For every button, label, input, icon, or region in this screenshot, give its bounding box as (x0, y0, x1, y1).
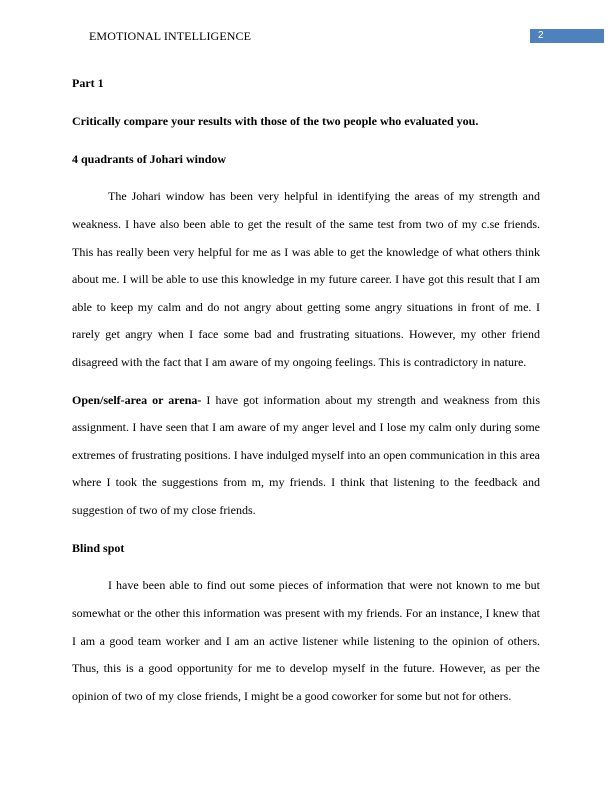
paragraph-blind-spot: I have been able to find out some pieces of information that were not known to me but somewhat or the other this information was present with my friends. For an instance, I knew that I am a good team worker and I am an active listener while listening to the opinion of others. Thus, this is a good opportunity for me to develop myself in the future. However, as per the opinion of two of my close friends, I might be a good coworker for some but not for others. (72, 578, 540, 703)
paragraph-open-area (72, 387, 540, 525)
part-heading: Part 1 (72, 76, 104, 90)
open-area-text: I have got information about my strength and weakness from this assignment. I have seen that I am aware of my anger level and I lose my calm only during some extremes of frustrating positions. I have indulged myself into an open communication in this area where I took the suggestions from m, my friends. I think that listening to the feedback and suggestion of two of my close friends. (72, 392, 540, 517)
page-number: 2 (538, 30, 544, 41)
paragraph-intro: The Johari window has been very helpful in identifying the areas of my strength and weakness. I have also been able to get the result of the same test from two of my c.se friends. This has really been very helpful for me as I was able to get the knowledge of what others think about me. I will be able to use this knowledge in my future career. I have got this result that I am able to keep my calm and do not angry about getting some angry situations in front of me. I rarely get angry when I face some bad and frustrating situations. However, my other friend disagreed with the fact that I am aware of my ongoing feelings. This is contradictory in nature. (72, 189, 540, 369)
header-title: EMOTIONAL INTELLIGENCE (89, 29, 252, 43)
page-number-badge (530, 29, 604, 43)
document-body (72, 70, 540, 710)
question-heading: Critically compare your results with those of the two people who evaluated you. (72, 113, 479, 128)
section-heading: 4 quadrants of Johari window (72, 151, 227, 166)
open-area-label: Open/self-area or arena- (72, 392, 202, 407)
blind-spot-heading: Blind spot (72, 540, 125, 555)
